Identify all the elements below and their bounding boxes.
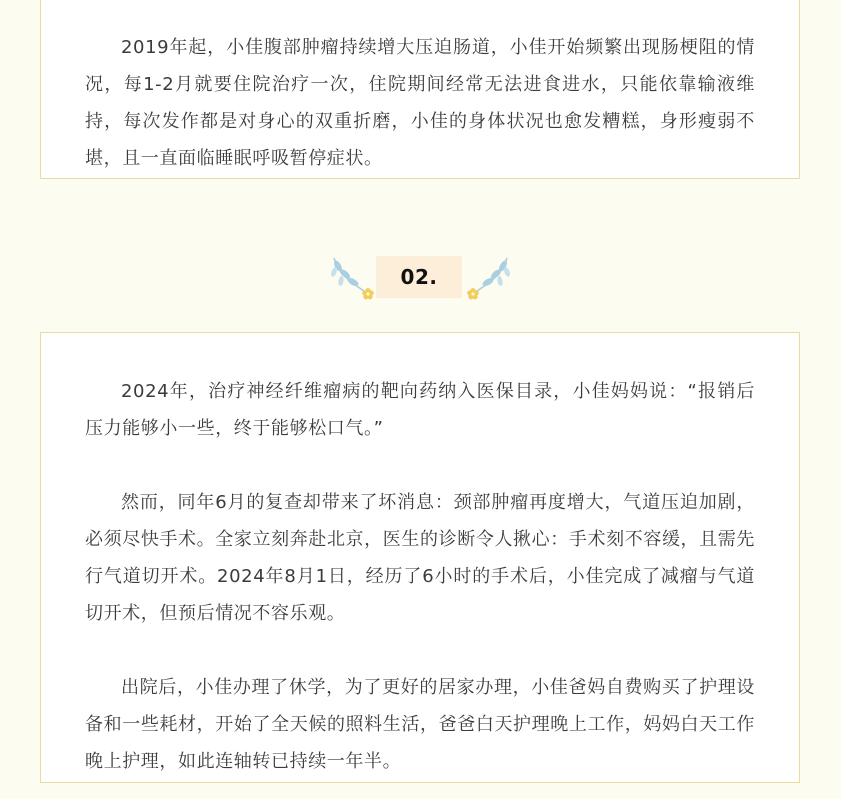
paragraph-home-care: 出院后，小佳办理了休学，为了更好的居家办理，小佳爸妈自费购买了护理设备和一些耗材，开始了全天候的照料生活，爸爸白天护理晚上工作，妈妈白天工作晚上护理，如此连轴转已持续一年半。 bbox=[85, 677, 755, 772]
paragraph-surgery: 然而，同年6月的复查却带来了坏消息：颈部肿瘤再度增大，气道压迫加剧，必须尽快手术。全家立刻奔赴北京，医生的诊断令人揪心：手术刻不容缓，且需先行气道切开术。2024年8月1日，经历了6小时的手术后，小佳完成了减瘤与气道切开术，但预后情况不容乐观。 bbox=[85, 492, 755, 624]
paragraph-spacer bbox=[85, 447, 755, 484]
article-card-bottom bbox=[40, 332, 800, 783]
section-number-badge: 02. bbox=[376, 256, 462, 298]
leaf-sprig-right-icon bbox=[463, 252, 513, 302]
section-header-02 bbox=[0, 248, 841, 304]
paragraph-2024-policy: 2024年，治疗神经纤维瘤病的靶向药纳入医保目录，小佳妈妈说：“报销后压力能够小一些，终于能够松口气。” bbox=[85, 381, 755, 439]
paragraph-spacer bbox=[85, 632, 755, 669]
paragraph-2019: 2019年起，小佳腹部肿瘤持续增大压迫肠道，小佳开始频繁出现肠梗阻的情况，每1-2月就要住院治疗一次，住院期间经常无法进食进水，只能依靠输液维持，每次发作都是对身心的双重折磨，小佳的身体状况也愈发糟糕，身形瘦弱不堪，且一直面临睡眠呼吸暂停症状。 bbox=[85, 37, 755, 169]
leaf-sprig-left-icon bbox=[328, 252, 378, 302]
article-card-top bbox=[40, 0, 800, 179]
